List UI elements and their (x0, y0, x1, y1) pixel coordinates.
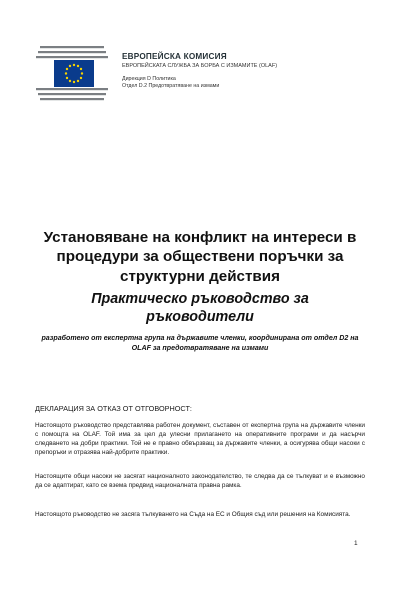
document-header (36, 42, 376, 104)
european-commission-logo (36, 42, 108, 104)
unit-name: Отдел D.2 Предотвратяване на измами (122, 83, 220, 90)
disclaimer-title: ДЕКЛАРАЦИЯ ЗА ОТКАЗ ОТ ОТГОВОРНОСТ: (35, 404, 192, 413)
organization-name: ЕВРОПЕЙСКА КОМИСИЯ (122, 52, 227, 61)
directorate-name: Дирекция D Политика (122, 76, 176, 82)
prepared-by: разработено от експертна група на държавите членки, координирана от отдел D2 на OLAF за предотвратяване на измами (41, 334, 359, 353)
eu-flag-icon (54, 60, 94, 87)
disclaimer-paragraph: Настоящото ръководство не засяга тълкуването на Съда на ЕС и Общия съд или решения на Комисията. (35, 511, 351, 518)
disclaimer-paragraph: Настоящото ръководство представлява работен документ, съставен от експертна група на държавите членки с помощта на OLAF. Той има за цел да улесни прилагането на оперативните програми и да насърчи следването на добри практики. Той не е правно обвързващ за държавите членки, а осигурява общи насоки с препоръки и отразява най-добрите практики. (35, 422, 365, 457)
page-number: 1 (354, 540, 358, 547)
document-title: Установяване на конфликт на интереси в процедури за обществени поръчки за структурни действия (43, 229, 357, 285)
directorate-info (122, 76, 382, 90)
disclaimer-paragraph: Настоящите общи насоки не засягат националното законодателство, те следва да се тълкуват и е възможно да се адаптират, като се взема предвид националната правна рамка. (35, 473, 365, 490)
document-subtitle: Практическо ръководство за ръководители (91, 291, 309, 326)
office-name: ЕВРОПЕЙСКАТА СЛУЖБА ЗА БОРБА С ИЗМАМИТЕ (OLAF) (122, 63, 278, 69)
organization-block (122, 52, 382, 90)
